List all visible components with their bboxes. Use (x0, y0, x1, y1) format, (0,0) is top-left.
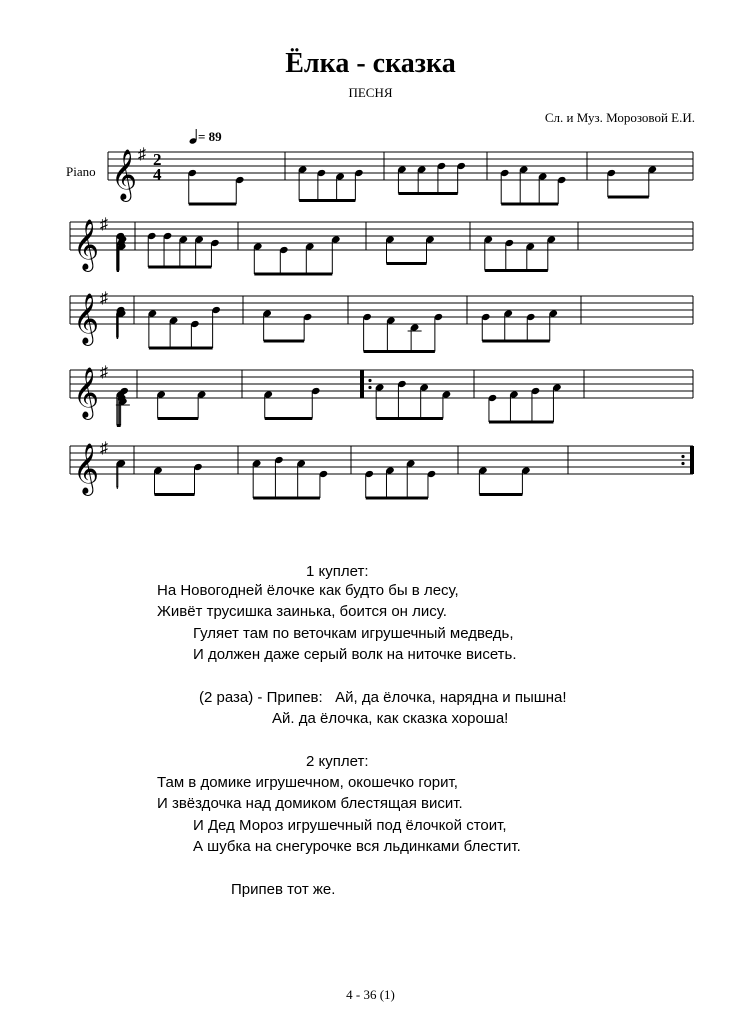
chorus-line: (2 раза) - Припев: Ай, да ёлочка, нарядна и пышна! (199, 689, 567, 706)
verse2-line: А шубка на снегурочке вся льдинками блестит. (193, 838, 521, 855)
key-sharp-icon: ♯ (100, 440, 108, 457)
key-sharp-icon: ♯ (100, 290, 108, 307)
page-number: 4 - 36 (1) (346, 987, 395, 1002)
instrument-name: Piano (66, 164, 96, 179)
repeat-dot (681, 462, 684, 465)
repeat-dot (368, 379, 371, 382)
treble-clef-icon: 𝄞 (73, 368, 100, 417)
repeat-dot (368, 386, 371, 389)
verse1-line: Живёт трусишка заинька, боится он лису. (157, 603, 447, 620)
song-subtitle: ПЕСНЯ (348, 85, 393, 100)
composer-credit: Сл. и Муз. Морозовой Е.И. (544, 110, 695, 125)
treble-clef-icon: 𝄞 (73, 294, 100, 343)
repeat-dot (681, 455, 684, 458)
verse1-line: Гуляет там по веточкам игрушечный медведь, (193, 625, 514, 642)
verse2-line: Там в домике игрушечном, окошечко горит, (157, 774, 458, 791)
treble-clef-icon: 𝄞 (73, 444, 100, 493)
verse1-line: И должен даже серый волк на ниточке висеть. (193, 646, 517, 663)
final-barline (690, 446, 694, 474)
song-title: Ёлка - сказка (285, 48, 456, 79)
time-signature-top: 2 (153, 150, 162, 169)
verse1-line: На Новогодней ёлочке как будто бы в лесу, (157, 582, 459, 599)
verse1-label: 1 куплет: (306, 563, 369, 580)
tempo-value: = 89 (198, 129, 222, 144)
verse2-label: 2 куплет: (306, 753, 369, 770)
key-sharp-icon: ♯ (100, 216, 108, 233)
key-sharp-icon: ♯ (138, 146, 146, 163)
chorus-repeat-note: Припев тот же. (231, 881, 336, 898)
verse2-line: И Дед Мороз игрушечный под ёлочкой стоит, (193, 817, 507, 834)
chorus-line: Ай. да ёлочка, как сказка хороша! (272, 710, 509, 727)
verse2-line: И звёздочка над домиком блестящая висит. (157, 795, 463, 812)
key-sharp-icon: ♯ (100, 364, 108, 381)
time-signature-bottom: 4 (153, 165, 162, 184)
repeat-start-barline (360, 370, 364, 398)
treble-clef-icon: 𝄞 (111, 150, 138, 199)
treble-clef-icon: 𝄞 (73, 220, 100, 269)
